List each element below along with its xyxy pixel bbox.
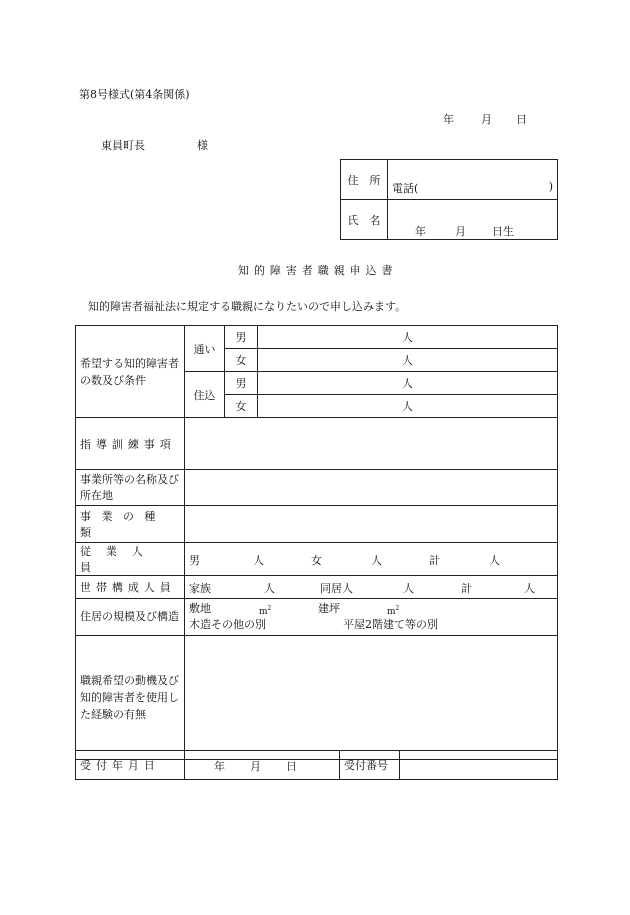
table-row [76, 326, 558, 349]
household-field[interactable] [185, 576, 558, 599]
reception-number-field[interactable] [400, 751, 558, 780]
dwelling-site: 敷地 [189, 602, 211, 615]
addressee-honorific: 様 [197, 139, 208, 152]
commute-male-count[interactable] [258, 326, 558, 349]
motive-label: 職親希望の動機及び知的障害者を使用した経験の有無 [76, 636, 185, 760]
table-row [76, 418, 558, 470]
commute-female-count[interactable] [258, 349, 558, 372]
birth-day: 日生 [492, 225, 514, 238]
address-label: 住 所 [341, 160, 388, 200]
table-row [76, 576, 558, 599]
motive-field[interactable] [185, 636, 558, 760]
unit: 人 [524, 582, 535, 595]
live-in-female: 女 [225, 395, 258, 418]
birth-month: 月 [455, 225, 466, 238]
household-family: 家族 [189, 582, 211, 595]
address-field[interactable] [388, 160, 558, 200]
business-place-field[interactable] [185, 470, 558, 506]
addressee-name: 東員町長 [101, 139, 145, 152]
birth-year: 年 [415, 225, 426, 238]
desired-label: 希望する知的障害者の数及び条件 [76, 326, 185, 418]
date-month: 月 [481, 113, 492, 126]
table-row [76, 470, 558, 506]
household-cohabitant: 同居人 [320, 582, 353, 595]
phone-close: ) [548, 180, 553, 193]
main-table [75, 325, 558, 760]
table-row [76, 636, 558, 760]
employees-male: 男 [189, 554, 200, 567]
reception-day: 日 [286, 760, 297, 773]
unit: 人 [264, 582, 275, 595]
unit: 人 [402, 331, 413, 344]
commute-label: 通い [185, 326, 225, 372]
employees-female: 女 [311, 554, 322, 567]
household-label: 世帯構成人員 [76, 576, 185, 599]
form-number: 第8号様式(第4条関係) [79, 88, 190, 101]
live-in-male: 男 [225, 372, 258, 395]
unit: 人 [489, 554, 500, 567]
live-in-label: 住込 [185, 372, 225, 418]
name-field[interactable] [388, 200, 558, 240]
household-total: 計 [461, 582, 472, 595]
business-type-field[interactable] [185, 506, 558, 543]
table-row [76, 506, 558, 543]
date-year: 年 [443, 113, 454, 126]
reception-number-label: 受付番号 [340, 751, 400, 780]
unit: 人 [253, 554, 264, 567]
business-place-label: 事業所等の名称及び所在地 [76, 470, 185, 506]
phone-label: 電話( [392, 182, 419, 195]
employees-field[interactable] [185, 543, 558, 576]
dwelling-wood: 木造その他の別 [189, 618, 266, 631]
training-field[interactable] [185, 418, 558, 470]
unit: 人 [403, 582, 414, 595]
dwelling-building-unit: $m^2$ [387, 605, 400, 617]
live-in-male-count[interactable] [258, 372, 558, 395]
commute-female: 女 [225, 349, 258, 372]
reception-month: 月 [250, 760, 261, 773]
employees-total: 計 [429, 554, 440, 567]
reception-date-field[interactable] [185, 751, 340, 780]
dwelling-site-unit: $m^2$ [259, 605, 272, 617]
business-type-label: 事業の種類 [76, 506, 185, 543]
dwelling-field[interactable] [185, 599, 558, 636]
employees-label: 従業人員 [76, 543, 185, 576]
table-row [76, 543, 558, 576]
reception-date-label: 受付年月日 [76, 751, 185, 780]
reception-table [75, 750, 558, 780]
dwelling-floors: 平屋2階建て等の別 [343, 618, 438, 631]
page-title: 知的障害者職親申込書 [238, 264, 398, 277]
commute-male: 男 [225, 326, 258, 349]
training-label: 指導訓練事項 [76, 418, 185, 470]
unit: 人 [402, 400, 413, 413]
table-row [76, 599, 558, 636]
intro-text: 知的障害者福祉法に規定する職親になりたいので申し込みます。 [88, 300, 407, 313]
unit: 人 [402, 354, 413, 367]
applicant-box [340, 159, 558, 240]
date-day: 日 [516, 113, 527, 126]
live-in-female-count[interactable] [258, 395, 558, 418]
unit: 人 [371, 554, 382, 567]
dwelling-label: 住居の規模及び構造 [76, 599, 185, 636]
table-row [76, 751, 558, 780]
unit: 人 [402, 377, 413, 390]
reception-year: 年 [214, 760, 225, 773]
dwelling-building: 建坪 [318, 602, 340, 615]
name-label: 氏 名 [341, 200, 388, 240]
